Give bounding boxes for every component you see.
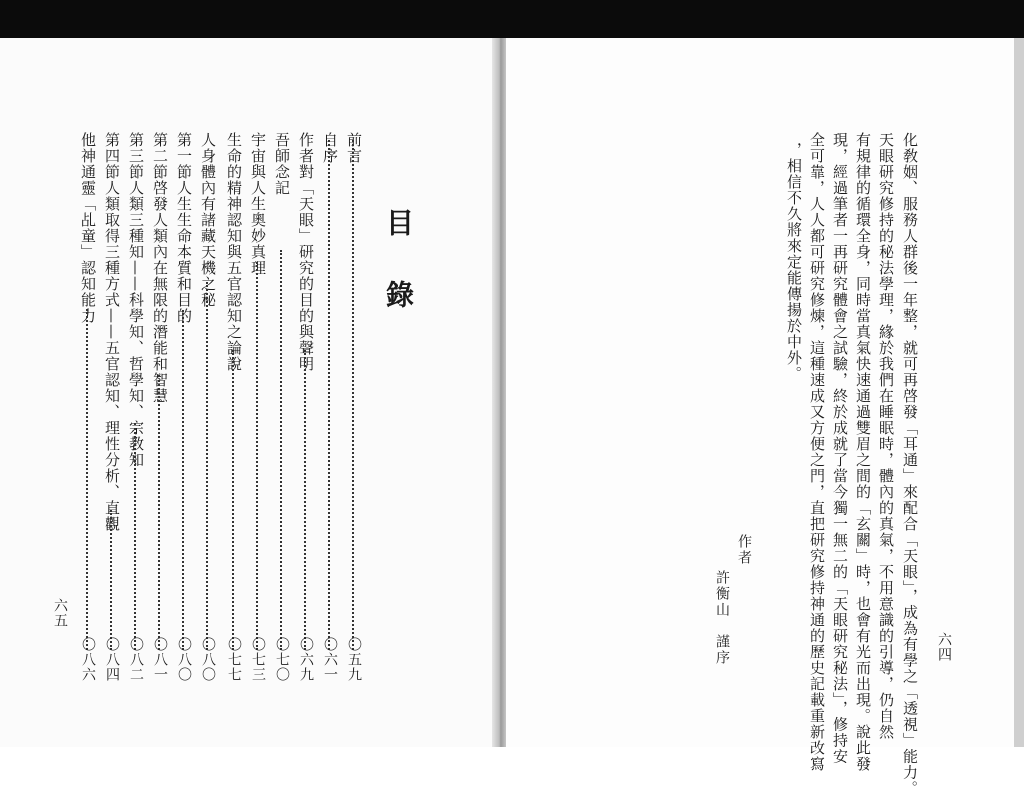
page-edge <box>1014 38 1024 747</box>
preface-column: 全可靠，人人都可研究修煉，這種速成又方便之門，直把研究修持神通的歷史記載重新改寫 <box>808 132 826 772</box>
toc-leader-dots <box>86 309 88 650</box>
toc-entry-page: 〇七七 <box>226 637 242 682</box>
toc-entry <box>248 132 268 682</box>
toc-entry-title: 自序 <box>321 132 339 164</box>
toc-leader-dots <box>110 510 112 650</box>
toc-leader-dots <box>134 423 136 650</box>
toc-entry-title: 吾師念記 <box>273 132 291 196</box>
toc-leader-dots <box>256 262 258 650</box>
toc-leader-dots <box>280 250 282 650</box>
preface-column: 天眼研究修持的秘法學理，緣於我們在睡眠時，體內的真氣，不用意識的引導，仍自然 <box>877 132 895 740</box>
toc-entry-page: 〇八四 <box>104 637 120 682</box>
toc-entry-page: 〇五九 <box>346 637 362 682</box>
toc-leader-dots <box>158 375 160 650</box>
toc-entry <box>224 132 244 682</box>
toc-entry-title: 宇宙與人生奧妙真理 <box>249 132 267 276</box>
toc-entry-page: 〇八〇 <box>200 637 216 682</box>
toc-entry-title: 第一節人生生命本質和目的 <box>175 132 193 324</box>
signature-role: 作者 <box>736 534 752 566</box>
toc-entry <box>174 132 194 682</box>
toc-entry-title: 第三節人類三種知——科學知、哲學知、宗教知 <box>127 132 145 468</box>
toc-entry <box>198 132 218 682</box>
toc-entry <box>320 132 340 682</box>
toc-entry-page: 〇七三 <box>250 637 266 682</box>
toc-entry-page: 〇八〇 <box>176 637 192 682</box>
signature-name: 許衡山 謹序 <box>714 570 730 666</box>
toc-heading: 目錄 <box>382 208 415 352</box>
scanner-top-shadow <box>0 0 1024 38</box>
toc-entry-page: 〇六九 <box>298 637 314 682</box>
toc-leader-dots <box>304 350 306 650</box>
toc-entry <box>102 132 122 682</box>
toc-entry <box>78 132 98 682</box>
toc-entry-page: 〇八一 <box>152 637 168 682</box>
toc-leader-dots <box>352 140 354 650</box>
toc-entry-page: 〇八六 <box>80 637 96 682</box>
toc-entry <box>150 132 170 682</box>
toc-leader-dots <box>328 140 330 650</box>
right-page-number: 六四 <box>936 632 952 662</box>
toc-entry-page: 〇八二 <box>128 637 144 682</box>
toc-entry-title: 生命的精神認知與五官認知之論說 <box>225 132 243 372</box>
toc-entry-title: 第四節人類取得三種方式——五官認知、理性分析、直觀 <box>103 132 121 532</box>
left-page-number: 六五 <box>52 598 68 628</box>
toc-entry <box>272 132 292 682</box>
toc-entry-title: 他神通靈「乩童」認知能力 <box>79 132 97 324</box>
preface-column: ，相信不久將來定能傳揚於中外。 <box>785 142 803 382</box>
toc-entry-title: 前言 <box>345 132 363 164</box>
toc-leader-dots <box>182 310 184 650</box>
toc-entry-title: 人身體內有諸藏天機之秘 <box>199 132 217 308</box>
toc-leader-dots <box>232 350 234 650</box>
toc-entry <box>344 132 364 682</box>
preface-column: 現，經過筆者一再研究體會之試驗，終於成就了當今獨一無二的「天眼研究秘法」，修持安 <box>831 132 849 765</box>
preface-column: 化敎姻、服務人群後一年整，就可再啓發「耳通」來配合「天眼」，成為有學之「透視」能力。 <box>901 132 919 797</box>
toc-entry-title: 作者對「天眼」研究的目的與聲明 <box>297 132 315 372</box>
toc-entry <box>296 132 316 682</box>
toc-leader-dots <box>206 282 208 650</box>
toc-entry-title: 第二節啓發人類內在無限的潛能和智慧 <box>151 132 169 404</box>
toc-entry <box>126 132 146 682</box>
preface-column: 有規律的循環全身，同時當真氣快速通過雙眉之間的「玄關」時，也會有光而出現。說此發 <box>854 132 872 772</box>
toc-entry-page: 〇七〇 <box>274 637 290 682</box>
toc-entry-page: 〇六一 <box>322 637 338 682</box>
